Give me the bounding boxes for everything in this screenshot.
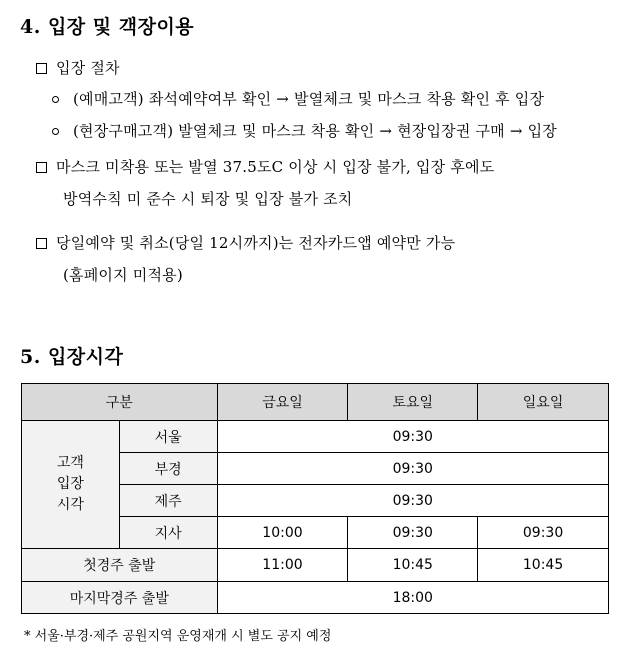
section-4-title: 4. 입장 및 객장이용 (20, 16, 195, 38)
mask-rule-line-2: 방역수칙 미 준수 시 퇴장 및 입장 불가 조치 (63, 190, 353, 208)
first-race-friday: 11:00 (217, 549, 348, 582)
table-row (22, 421, 609, 453)
table-header-row (22, 384, 609, 421)
booking-rule-line-2: (홈페이지 미적용) (63, 266, 183, 284)
entry-time-table (21, 383, 609, 614)
entry-procedure-heading: 입장 절차 (36, 57, 120, 78)
circle-bullet-icon (52, 128, 59, 135)
table-row (22, 582, 609, 614)
header-saturday: 토요일 (348, 384, 478, 421)
time-branch-sunday: 09:30 (478, 517, 609, 549)
header-sunday: 일요일 (478, 384, 609, 421)
square-bullet-icon (36, 238, 47, 249)
table-row (22, 549, 609, 582)
mask-rule-line-1: 마스크 미착용 또는 발열 37.5도C 이상 시 입장 불가, 입장 후에도 (36, 156, 494, 177)
time-seoul: 09:30 (217, 421, 608, 453)
last-race-time: 18:00 (217, 582, 608, 614)
time-jeju: 09:30 (217, 485, 608, 517)
row-label-seoul: 서울 (119, 421, 217, 453)
square-bullet-icon (36, 63, 47, 74)
time-branch-saturday: 09:30 (348, 517, 478, 549)
first-race-sunday: 10:45 (478, 549, 609, 582)
entry-item-reserved: (예매고객) 좌석예약여부 확인 → 발열체크 및 마스크 착용 확인 후 입장 (52, 88, 544, 109)
row-label-jeju: 제주 (119, 485, 217, 517)
square-bullet-icon (36, 162, 47, 173)
header-category: 구분 (22, 384, 218, 421)
header-friday: 금요일 (217, 384, 348, 421)
row-label-busan: 부경 (119, 453, 217, 485)
footnote: * 서울·부경·제주 공원지역 운영재개 시 별도 공지 예정 (24, 629, 332, 644)
first-race-saturday: 10:45 (348, 549, 478, 582)
first-race-label: 첫경주 출발 (22, 549, 218, 582)
time-busan: 09:30 (217, 453, 608, 485)
row-label-branch: 지사 (119, 517, 217, 549)
circle-bullet-icon (52, 96, 59, 103)
entry-item-onsite: (현장구매고객) 발열체크 및 마스크 착용 확인 → 현장입장권 구매 → 입장 (52, 120, 557, 141)
customer-entry-time-label: 고객 입장 시각 (22, 421, 120, 549)
last-race-label: 마지막경주 출발 (22, 582, 218, 614)
section-5-title: 5. 입장시각 (20, 346, 124, 368)
time-branch-friday: 10:00 (217, 517, 348, 549)
booking-rule-line-1: 당일예약 및 취소(당일 12시까지)는 전자카드앱 예약만 가능 (36, 232, 455, 253)
